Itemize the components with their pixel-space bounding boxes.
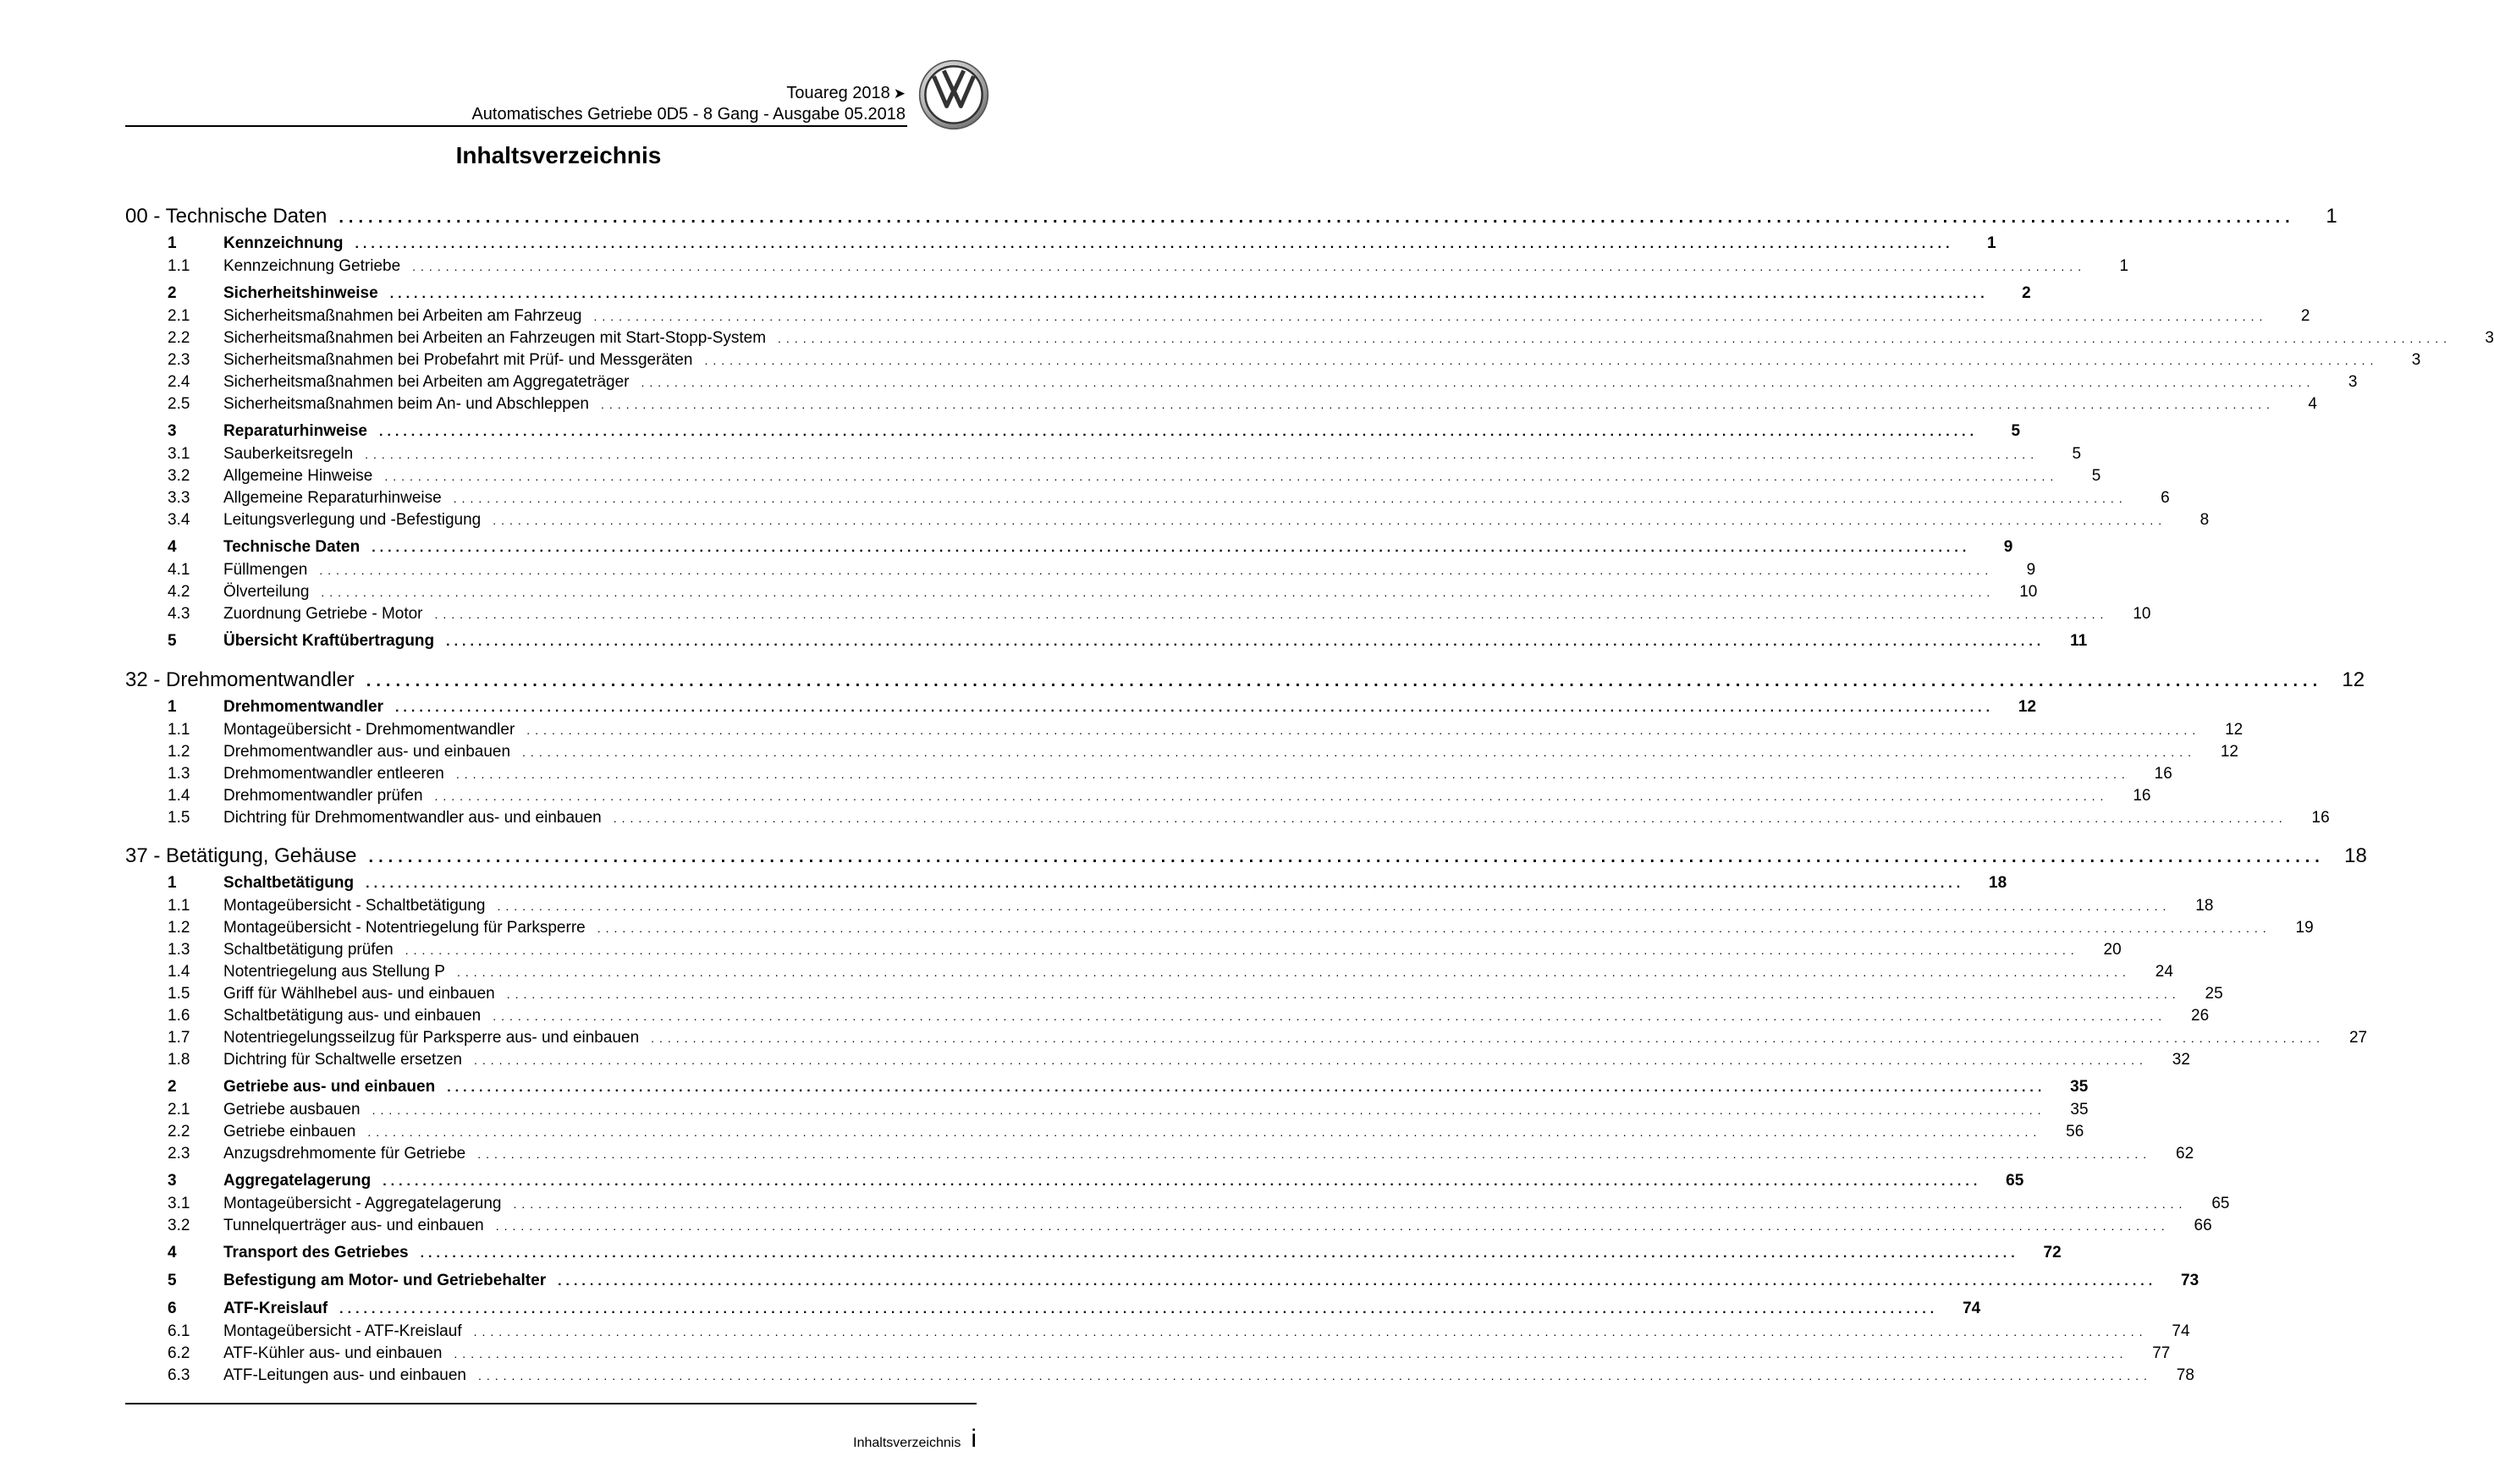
toc-subsection-entry[interactable]: [125, 961, 2173, 983]
entry-page-number: 10: [2133, 605, 2151, 623]
footer-page-number: i: [971, 1425, 977, 1453]
toc-chapter: [125, 841, 2368, 1387]
entry-number: 5: [168, 1272, 177, 1289]
dot-leader: ........................................................................................................................................................................................................: [412, 260, 2087, 273]
entry-title: Notentriegelung aus Stellung P: [223, 963, 445, 981]
entry-page-number: 9: [2003, 538, 2013, 556]
entry-page-number: 62: [2176, 1145, 2194, 1162]
toc-section-entry[interactable]: [125, 283, 2031, 305]
entry-number: 3: [168, 422, 177, 440]
toc-section-entry[interactable]: [125, 1242, 2062, 1265]
toc-subsection-entry[interactable]: [125, 983, 2223, 1005]
entry-number: 4.3: [168, 605, 190, 623]
entry-number: 2.1: [168, 1101, 190, 1118]
entry-page-number: 16: [2154, 765, 2172, 783]
entry-number: 1.5: [168, 985, 190, 1003]
toc-subsection-entry[interactable]: [125, 1343, 2171, 1365]
dot-leader: ........................................................................................................................................................................................................: [473, 1053, 2148, 1067]
entry-page-number: 5: [2091, 467, 2101, 485]
entry-page-number: 66: [2194, 1217, 2212, 1234]
entry-title: Sicherheitsmaßnahmen bei Probefahrt mit Prüf- und Messgeräten: [223, 351, 693, 369]
entry-page-number: 26: [2191, 1007, 2210, 1025]
toc-subsection-entry[interactable]: [125, 487, 2170, 509]
toc-section-list: [125, 872, 2368, 1387]
entry-number: 1.3: [168, 941, 190, 959]
entry-page-number: 74: [2172, 1322, 2190, 1340]
entry-number: 1: [168, 234, 177, 252]
header-rule: [125, 125, 907, 127]
dot-leader: ........................................................................................................................................................................................................: [446, 635, 2045, 649]
dot-leader: ........................................................................................................................................................................................................: [321, 585, 1996, 599]
entry-number: 1.1: [168, 897, 190, 915]
toc-section-entry[interactable]: [125, 420, 2021, 443]
entry-page-number: 9: [2026, 561, 2036, 579]
entry-number: 5: [168, 632, 177, 650]
toc-section-entry[interactable]: [125, 1298, 1981, 1321]
dot-leader: ........................................................................................................................................................................................................: [473, 1325, 2148, 1338]
entry-page-number: 5: [2072, 445, 2082, 463]
toc-section-entry[interactable]: [125, 696, 2037, 719]
entry-number: 2.4: [168, 373, 190, 391]
entry-page-number: 3: [2411, 351, 2421, 369]
header-subtitle: Automatisches Getriebe 0D5 - 8 Gang - Ausgabe 05.2018: [471, 105, 906, 124]
dot-leader: ........................................................................................................................................................................................................: [365, 448, 2040, 461]
entry-number: 1.2: [168, 919, 190, 937]
toc-section-entry[interactable]: [125, 1270, 2199, 1293]
entry-page-number: 8: [2199, 511, 2210, 529]
dot-leader: ........................................................................................................................................................................................................: [600, 398, 2275, 411]
entry-title: Transport des Getriebes: [223, 1244, 409, 1261]
entry-page-number: 35: [2070, 1078, 2089, 1096]
toc-subsection-entry[interactable]: [125, 741, 2238, 763]
entry-page-number: 65: [2006, 1172, 2024, 1190]
entry-title: Montageübersicht - ATF-Kreislauf: [223, 1322, 462, 1340]
dot-leader: ........................................................................................................................................................................................................: [493, 514, 2167, 527]
entry-number: 3.1: [168, 445, 190, 463]
entry-title: Sicherheitsmaßnahmen beim An- und Abschleppen: [223, 395, 589, 413]
page-footer: [125, 1425, 977, 1454]
entry-page-number: 78: [2176, 1366, 2194, 1384]
entry-number: 6.2: [168, 1344, 190, 1362]
toc-section-list: [125, 696, 2330, 829]
entry-title: Sicherheitsmaßnahmen bei Arbeiten am Fahrzeug: [223, 307, 582, 325]
entry-title: Schaltbetätigung: [223, 874, 355, 892]
entry-title: Notentriegelungsseilzug für Parksperre aus- und einbauen: [223, 1029, 640, 1047]
entry-number: 2.3: [168, 1145, 190, 1162]
entry-title: Sicherheitsmaßnahmen bei Arbeiten am Aggregateträger: [223, 373, 630, 391]
entry-page-number: 3: [2348, 373, 2358, 391]
entry-page-number: 32: [2172, 1051, 2190, 1069]
entry-number: 2.1: [168, 307, 190, 325]
entry-page-number: 18: [2195, 897, 2214, 915]
toc-subsection-entry[interactable]: [125, 719, 2243, 741]
toc-section-entry[interactable]: [125, 1170, 2024, 1193]
toc-subsection-entry[interactable]: [125, 1121, 2084, 1143]
header-model-line: [125, 83, 906, 104]
entry-title: Reparaturhinweise: [223, 422, 367, 440]
entry-page-number: 5: [2011, 422, 2021, 440]
dot-leader: ........................................................................................................................................................................................................: [389, 287, 1989, 301]
entry-number: 6.1: [168, 1322, 190, 1340]
toc-subsection-entry[interactable]: [125, 1049, 2190, 1071]
entry-number: 2: [168, 284, 177, 302]
entry-page-number: 35: [2070, 1101, 2089, 1118]
entry-title: Übersicht Kraftübertragung: [223, 632, 435, 650]
entry-page-number: 72: [2043, 1244, 2062, 1261]
dot-leader: ........................................................................................................................................................................................................: [453, 492, 2128, 505]
toc-subsection-entry[interactable]: [125, 305, 2310, 327]
entry-title: Leitungsverlegung und -Befestigung: [223, 511, 482, 529]
entry-title: Getriebe ausbauen: [223, 1101, 361, 1118]
page-header: [125, 83, 906, 124]
entry-title: Ölverteilung: [223, 583, 310, 601]
entry-page-number: 12: [2225, 721, 2243, 739]
toc-subsection-entry[interactable]: [125, 443, 2082, 465]
entry-title: Technische Daten: [223, 538, 361, 556]
entry-title: Montageübersicht - Notentriegelung für Parksperre: [223, 919, 586, 937]
toc-subsection-entry[interactable]: [125, 349, 2421, 371]
dot-leader: ........................................................................................................................................................................................................: [454, 1347, 2128, 1360]
entry-title: Kennzeichnung: [223, 234, 344, 252]
toc-subsection-entry[interactable]: [125, 371, 2358, 393]
dot-leader: ........................................................................................................................................................................................................: [641, 376, 2315, 389]
entry-page-number: 16: [2133, 787, 2151, 805]
entry-title: Aggregatelagerung: [223, 1172, 372, 1190]
entry-title: ATF-Kühler aus- und einbauen: [223, 1344, 443, 1362]
dot-leader: ........................................................................................................................................................................................................: [319, 563, 1994, 577]
entry-page-number: 56: [2066, 1123, 2084, 1140]
toc-section-entry[interactable]: [125, 1076, 2089, 1099]
dot-leader: ........................................................................................................................................................................................................: [778, 332, 2452, 345]
dot-leader: ........................................................................................................................................................................................................: [558, 1274, 2157, 1289]
dot-leader: ........................................................................................................................................................................................................: [379, 425, 1979, 439]
entry-title: Drehmomentwandler entleeren: [223, 765, 444, 783]
entry-number: 1.6: [168, 1007, 190, 1025]
entry-title: Getriebe einbauen: [223, 1123, 356, 1140]
toc-subsection-entry[interactable]: [125, 939, 2122, 961]
toc-subsection-entry[interactable]: [125, 509, 2210, 531]
entry-title: Zuordnung Getriebe - Motor: [223, 605, 423, 623]
entry-title: Sicherheitsmaßnahmen bei Arbeiten an Fahrzeugen mit Start-Stopp-System: [223, 329, 767, 347]
dot-leader: ........................................................................................................................................................................................................: [372, 1103, 2046, 1117]
entry-page-number: 65: [2211, 1195, 2230, 1212]
dot-leader: ........................................................................................................................................................................................................: [447, 1080, 2046, 1095]
dot-leader: ........................................................................................................................................................................................................: [394, 701, 1995, 715]
entry-title: Tunnelquerträger aus- und einbauen: [223, 1217, 484, 1234]
entry-number: 1.2: [168, 743, 190, 761]
entry-title: Drehmomentwandler: [223, 698, 383, 716]
dot-leader: ........................................................................................................................................................................................................: [455, 767, 2130, 781]
entry-title: Allgemeine Hinweise: [223, 467, 373, 485]
dot-leader: ........................................................................................................................................................................................................: [405, 943, 2079, 957]
dot-leader: ........................................................................................................................................................................................................: [493, 1009, 2167, 1023]
toc-section-list: [125, 233, 2494, 653]
dot-leader: ........................................................................................................................................................................................................: [477, 1369, 2152, 1382]
toc-subsection-entry[interactable]: [125, 559, 2036, 581]
entry-title: Sicherheitshinweise: [223, 284, 378, 302]
entry-page-number: 24: [2155, 963, 2173, 981]
dot-leader: ........................................................................................................................................................................................................: [704, 354, 2379, 367]
entry-number: 6.3: [168, 1366, 190, 1384]
toc-subsection-entry[interactable]: [125, 1099, 2089, 1121]
entry-page-number: 18: [1989, 874, 2007, 892]
entry-title: Allgemeine Reparaturhinweise: [223, 489, 442, 507]
dot-leader: ........................................................................................................................................................................................................: [339, 1302, 1939, 1316]
vw-logo-icon: [918, 59, 989, 130]
dot-leader: ........................................................................................................................................................................................................: [593, 310, 2268, 323]
entry-number: 4: [168, 538, 177, 556]
footer-rule: [125, 1403, 977, 1404]
entry-page-number: 77: [2152, 1344, 2171, 1362]
dot-leader: ........................................................................................................................................................................................................: [372, 541, 1971, 555]
toc-subsection-entry[interactable]: [125, 1321, 2190, 1343]
entry-title: 37 - Betätigung, Gehäuse: [125, 844, 357, 867]
toc-chapter-entry[interactable]: [125, 665, 2365, 696]
toc-section-entry[interactable]: [125, 872, 2007, 895]
toc-subsection-entry[interactable]: [125, 807, 2330, 829]
entry-number: 1: [168, 874, 177, 892]
dot-leader: ........................................................................................................................................................................................................: [339, 208, 2295, 227]
dot-leader: ........................................................................................................................................................................................................: [506, 987, 2181, 1001]
toc-subsection-entry[interactable]: [125, 763, 2172, 785]
dot-leader: ........................................................................................................................................................................................................: [597, 921, 2271, 935]
toc-subsection-entry[interactable]: [125, 327, 2494, 349]
toc-subsection-entry[interactable]: [125, 1365, 2194, 1387]
toc-chapter-entry[interactable]: [125, 201, 2337, 233]
entry-number: 3: [168, 1172, 177, 1190]
entry-number: 1.8: [168, 1051, 190, 1069]
dot-leader: ........................................................................................................................................................................................................: [613, 811, 2288, 825]
entry-number: 3.4: [168, 511, 190, 529]
entry-page-number: 6: [2161, 489, 2170, 507]
toc-subsection-entry[interactable]: [125, 1215, 2212, 1237]
dot-leader: ........................................................................................................................................................................................................: [367, 1125, 2042, 1139]
entry-page-number: 4: [2308, 395, 2317, 413]
entry-title: ATF-Leitungen aus- und einbauen: [223, 1366, 466, 1384]
toc-subsection-entry[interactable]: [125, 256, 2129, 278]
entry-title: Drehmomentwandler prüfen: [223, 787, 423, 805]
toc-subsection-entry[interactable]: [125, 581, 2038, 603]
toc-subsection-entry[interactable]: [125, 1005, 2210, 1027]
dot-leader: ........................................................................................................................................................................................................: [383, 1174, 1982, 1189]
entry-page-number: 11: [2070, 632, 2088, 650]
toc-chapter: [125, 201, 2494, 653]
entry-page-number: 25: [2205, 985, 2223, 1003]
toc-subsection-entry[interactable]: [125, 785, 2151, 807]
entry-number: 3.3: [168, 489, 190, 507]
entry-title: Drehmomentwandler aus- und einbauen: [223, 743, 511, 761]
header-model: Touareg 2018: [786, 84, 890, 102]
table-of-contents: [125, 201, 2494, 1387]
entry-number: 1.4: [168, 963, 190, 981]
entry-page-number: 73: [2181, 1272, 2199, 1289]
entry-page-number: 20: [2103, 941, 2122, 959]
toc-section-entry[interactable]: [125, 630, 2088, 653]
entry-title: Schaltbetätigung prüfen: [223, 941, 394, 959]
dot-leader: ........................................................................................................................................................................................................: [651, 1031, 2326, 1045]
entry-page-number: 74: [1963, 1300, 1981, 1317]
entry-number: 1.1: [168, 257, 190, 275]
entry-page-number: 16: [2311, 809, 2330, 827]
entry-title: Griff für Wählhebel aus- und einbauen: [223, 985, 495, 1003]
entry-number: 4: [168, 1244, 177, 1261]
entry-number: 2.3: [168, 351, 190, 369]
entry-title: Befestigung am Motor- und Getriebehalter: [223, 1272, 547, 1289]
entry-page-number: 12: [2342, 668, 2365, 691]
toc-subsection-entry[interactable]: [125, 895, 2214, 917]
entry-page-number: 19: [2295, 919, 2314, 937]
entry-number: 4.1: [168, 561, 190, 579]
toc-subsection-entry[interactable]: [125, 917, 2314, 939]
entry-number: 2.5: [168, 395, 190, 413]
toc-subsection-entry[interactable]: [125, 465, 2101, 487]
entry-title: Schaltbetätigung aus- und einbauen: [223, 1007, 482, 1025]
entry-page-number: 2: [2300, 307, 2310, 325]
entry-number: 2.2: [168, 1123, 190, 1140]
entry-page-number: 12: [2220, 743, 2238, 761]
entry-page-number: 18: [2344, 844, 2367, 867]
toc-section-entry[interactable]: [125, 233, 1996, 256]
dot-leader: ........................................................................................................................................................................................................: [366, 672, 2323, 690]
dot-leader: ........................................................................................................................................................................................................: [526, 723, 2201, 737]
entry-page-number: 2: [2022, 284, 2031, 302]
toc-subsection-entry[interactable]: [125, 393, 2317, 415]
dot-leader: ........................................................................................................................................................................................................: [434, 607, 2109, 621]
toc-subsection-entry[interactable]: [125, 1143, 2194, 1165]
entry-number: 2: [168, 1078, 177, 1096]
toc-subsection-entry[interactable]: [125, 603, 2151, 625]
entry-title: Montageübersicht - Schaltbetätigung: [223, 897, 486, 915]
toc-section-entry[interactable]: [125, 536, 2013, 559]
entry-title: Getriebe aus- und einbauen: [223, 1078, 436, 1096]
toc-chapter-entry[interactable]: [125, 841, 2367, 872]
entry-title: Dichtring für Schaltwelle ersetzen: [223, 1051, 462, 1069]
toc-subsection-entry[interactable]: [125, 1193, 2230, 1215]
entry-title: ATF-Kreislauf: [223, 1300, 328, 1317]
entry-title: Dichtring für Drehmomentwandler aus- und einbauen: [223, 809, 602, 827]
entry-page-number: 1: [1986, 234, 1996, 252]
entry-number: 1.5: [168, 809, 190, 827]
dot-leader: ........................................................................................................................................................................................................: [368, 848, 2325, 866]
entry-page-number: 1: [2326, 205, 2337, 228]
entry-number: 1.7: [168, 1029, 190, 1047]
dot-leader: ........................................................................................................................................................................................................: [366, 877, 1965, 891]
entry-page-number: 1: [2119, 257, 2129, 275]
entry-number: 3.2: [168, 1217, 190, 1234]
dot-leader: ........................................................................................................................................................................................................: [497, 899, 2172, 913]
entry-title: Füllmengen: [223, 561, 308, 579]
entry-title: Anzugsdrehmomente für Getriebe: [223, 1145, 466, 1162]
next-arrow-icon: ➤: [893, 85, 906, 102]
entry-page-number: 12: [2018, 698, 2037, 716]
entry-title: Kennzeichnung Getriebe: [223, 257, 401, 275]
entry-number: 1.3: [168, 765, 190, 783]
entry-number: 2.2: [168, 329, 190, 347]
footer-title: Inhaltsverzeichnis: [853, 1436, 961, 1450]
page-title: Inhaltsverzeichnis: [455, 142, 662, 168]
toc-chapter: [125, 665, 2365, 829]
dot-leader: ........................................................................................................................................................................................................: [355, 237, 1954, 251]
dot-leader: ........................................................................................................................................................................................................: [434, 789, 2109, 803]
entry-number: 3.1: [168, 1195, 190, 1212]
entry-number: 3.2: [168, 467, 190, 485]
dot-leader: ........................................................................................................................................................................................................: [513, 1197, 2188, 1211]
entry-title: 00 - Technische Daten: [125, 205, 328, 228]
entry-number: 1.1: [168, 721, 190, 739]
dot-leader: ........................................................................................................................................................................................................: [456, 965, 2131, 979]
entry-page-number: 10: [2019, 583, 2038, 601]
entry-title: Montageübersicht - Aggregatelagerung: [223, 1195, 502, 1212]
entry-number: 6: [168, 1300, 177, 1317]
dot-leader: ........................................................................................................................................................................................................: [477, 1147, 2152, 1161]
entry-title: Montageübersicht - Drehmomentwandler: [223, 721, 515, 739]
entry-title: 32 - Drehmomentwandler: [125, 668, 355, 691]
entry-page-number: 3: [2485, 329, 2494, 347]
dot-leader: ........................................................................................................................................................................................................: [522, 745, 2196, 759]
entry-number: 1.4: [168, 787, 190, 805]
dot-leader: ........................................................................................................................................................................................................: [495, 1219, 2170, 1233]
entry-title: Sauberkeitsregeln: [223, 445, 354, 463]
dot-leader: ........................................................................................................................................................................................................: [420, 1246, 2019, 1261]
entry-number: 4.2: [168, 583, 190, 601]
entry-page-number: 27: [2348, 1029, 2368, 1047]
dot-leader: ........................................................................................................................................................................................................: [384, 470, 2059, 483]
entry-number: 1: [168, 698, 177, 716]
toc-subsection-entry[interactable]: [125, 1027, 2368, 1049]
